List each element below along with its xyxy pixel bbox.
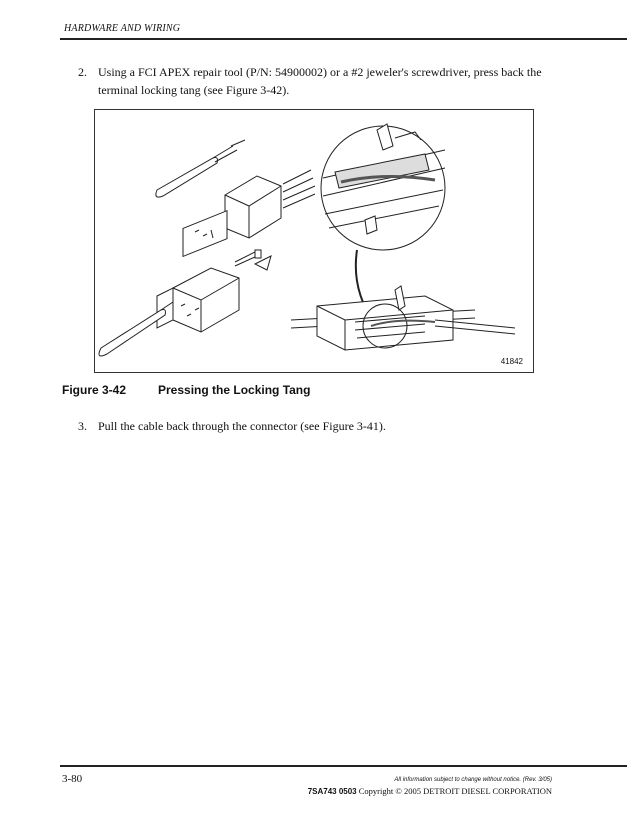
- footer-copyright-line: [308, 786, 552, 796]
- step-text: Pull the cable back through the connector (see Figure 3-41).: [98, 419, 386, 433]
- figure-id: 41842: [500, 357, 523, 366]
- terminal-pin: [235, 250, 271, 270]
- connector-cutaway: [291, 286, 515, 350]
- footer: [308, 777, 552, 796]
- figure-number: Figure 3-42: [62, 383, 127, 397]
- figure-title: Pressing the Locking Tang: [158, 383, 311, 397]
- lower-repair-tool: [99, 302, 173, 356]
- footer-rule: [60, 765, 627, 767]
- lower-connector: [157, 268, 239, 332]
- figure-illustration: [94, 109, 534, 373]
- magnified-detail: [321, 124, 445, 250]
- upper-repair-tool: [156, 140, 245, 197]
- footer-notice: All information subject to change without notice. (Rev. 3/05): [394, 777, 552, 783]
- section-header: HARDWARE AND WIRING: [64, 23, 181, 34]
- doc-number: 7SA743 0503: [307, 787, 357, 796]
- step-text: Using a FCI APEX repair tool (P/N: 54900002) or a #2 jeweler's screwdriver, press back the terminal locking tang (see Figure 3-42).: [98, 65, 542, 97]
- step-number: 3.: [78, 419, 87, 433]
- page-number: 3-80: [62, 773, 83, 785]
- upper-connector: [183, 170, 315, 256]
- copyright: Copyright © 2005 DETROIT DIESEL CORPORATION: [358, 786, 552, 796]
- connector-illustration: [95, 110, 535, 374]
- header-rule: [60, 38, 627, 40]
- step-number: 2.: [78, 65, 87, 79]
